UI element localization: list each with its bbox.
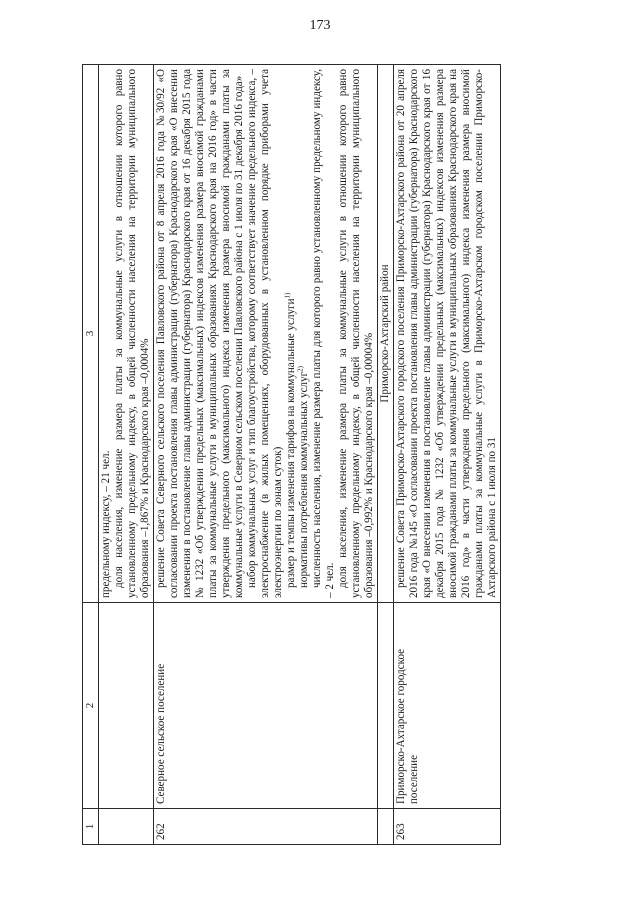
row-262-paragraph-4-text: нормативы потребления коммунальных услуг bbox=[298, 371, 310, 588]
footnote-marker-2: 2) bbox=[296, 365, 305, 372]
row-262-paragraph-1: решение Совета Северного сельского поселения Павловского района от 8 апреля 2016 года №30/92 «О согласовании проекта постановления главы администрации (губернатора) Краснодарского края «О внесении изменения в постановление главы администрации (губернатора) Краснодарского края от 16 декабря 2015 года № 1232 «Об утверждении предельных (максимальных) индексов изменения размера вносимой гражданами платы за коммунальные услуги в муниципальных образованиях Краснодарского края на 2016 год» в части утверждения предельного (максимального) индекса изменения размера вносимой гражданами платы за коммунальные услуги в Северном сельском поселении Павловского района с 1 июля по 31 декабря 2016 года» bbox=[155, 69, 245, 598]
register-table bbox=[82, 64, 501, 845]
header-col-2: 2 bbox=[83, 603, 99, 809]
page-number: 173 bbox=[309, 18, 331, 33]
row-263-content bbox=[394, 65, 501, 603]
row-263-name: Приморско-Ахтарское городское поселение bbox=[394, 603, 501, 809]
region-name-cell bbox=[378, 603, 394, 809]
row-262-name: Северное сельское поселение bbox=[154, 603, 378, 809]
row-262-paragraph-6: доля населения, изменение размера платы за коммунальные услуги в отношении которого равно установленному предельному индексу, в общей численности населения на территории муниципального образования –0,992% и Краснодарского края –0,00004% bbox=[337, 69, 375, 598]
continuation-line-2: доля населения, изменение размера платы за коммунальные услуги в отношении которого равно установленному предельному индексу, в общей численности населения на территории муниципального образования –1,867% и Краснодарского края –0,0004% bbox=[113, 69, 151, 598]
region-heading: Приморско-Ахтарский район bbox=[378, 65, 394, 603]
row-263-paragraph-1: решение Совета Приморско-Ахтарского городского поселения Приморско-Ахтарского района от 20 апреля 2016 года №145 «О согласовании проекта постановления главы администрации (губернатора) Краснодарского края «О внесении изменения в постановление главы администрации (губернатора) Краснодарского края от 16 декабря 2015 года № 1232 «Об утверждении предельных (максимальных) индексов изменения размера вносимой гражданами платы за коммунальные услуги в муниципальных образованиях Краснодарского края на 2016 год» в части утверждения предельного (максимального) индекса изменения размера вносимой гражданами платы за коммунальные услуги в Приморско-Ахтарском городском поселении Приморско-Ахтарского района с 1 июля по 31 bbox=[395, 69, 498, 598]
row-262-paragraph-3-text: размер и темпы изменения тарифов на коммунальные услуги bbox=[285, 298, 297, 588]
continuation-name-cell bbox=[99, 603, 154, 809]
row-262-paragraph-4 bbox=[298, 69, 311, 598]
table-header-row bbox=[83, 65, 99, 845]
continuation-line-1: предельному индексу, – 21 чел. bbox=[100, 450, 112, 598]
rotated-table-wrapper bbox=[82, 65, 582, 845]
continuation-content-cell bbox=[99, 65, 154, 603]
table-row-262 bbox=[154, 65, 378, 845]
row-263-number: 263 bbox=[394, 809, 501, 845]
row-262-number: 262 bbox=[154, 809, 378, 845]
row-262-content bbox=[154, 65, 378, 603]
footnote-marker-1: 1) bbox=[283, 292, 292, 299]
row-262-paragraph-5: численность населения, изменение размера платы для которого равно установленному предельному индексу, – 2 чел. bbox=[311, 69, 336, 598]
header-col-1: 1 bbox=[83, 809, 99, 845]
table-row-region bbox=[378, 65, 394, 845]
continuation-number-cell bbox=[99, 809, 154, 845]
header-col-3: 3 bbox=[83, 65, 99, 603]
row-262-paragraph-2: набор коммунальных услуг и тип благоустройства, которому соответствует значение предельного индекса, – электроснабжение (в жилых помещениях, оборудованных в установленном порядке приборами учета электроэнергии по зонам суток) bbox=[246, 69, 284, 598]
region-number-cell bbox=[378, 809, 394, 845]
row-262-paragraph-3 bbox=[285, 69, 298, 598]
table-row-263 bbox=[394, 65, 501, 845]
table-row-continuation bbox=[99, 65, 154, 845]
